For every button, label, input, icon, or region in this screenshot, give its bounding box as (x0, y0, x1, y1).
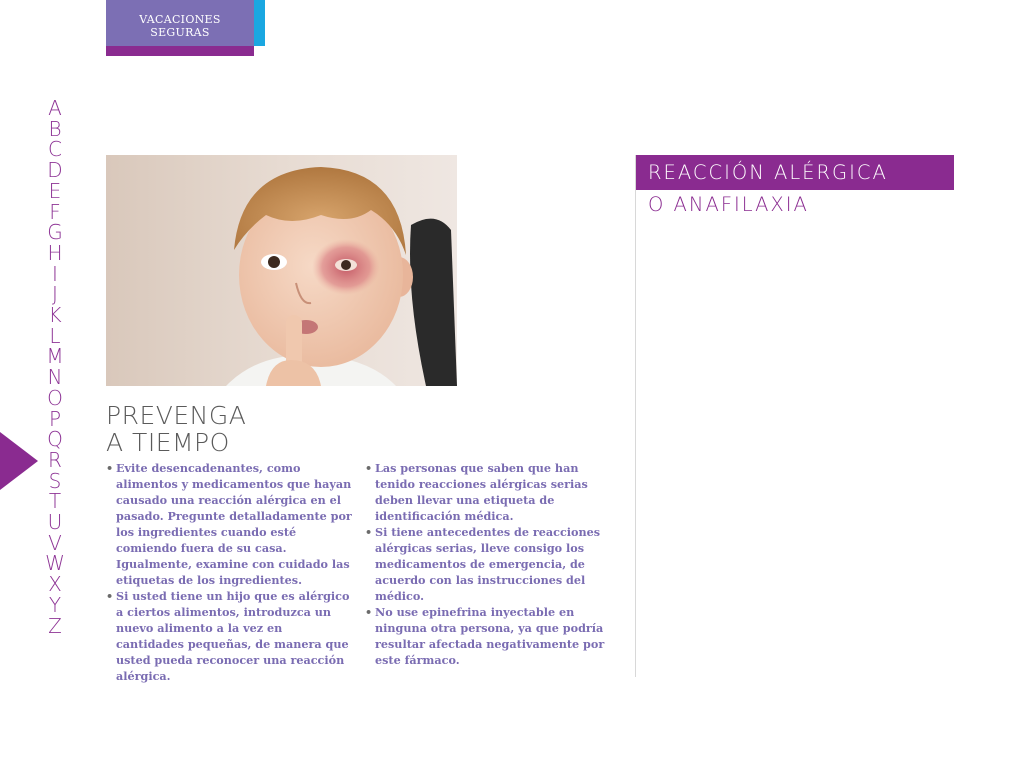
index-letter[interactable]: S (48, 468, 62, 493)
index-letter[interactable]: J (52, 282, 58, 307)
index-letter[interactable]: H (47, 240, 63, 265)
article-photo (106, 155, 457, 386)
header-tab-label: VACACIONES SEGURAS (139, 13, 221, 39)
index-letter[interactable]: L (49, 323, 61, 348)
index-letter[interactable]: T (48, 489, 62, 514)
section-title: REACCIÓN ALÉRGICA (648, 161, 888, 184)
bullet-text: No use epinefrina inyectable en ninguna otra persona, ya que podría resultar afectada negativamente por este fármaco. (375, 605, 605, 667)
index-letter[interactable]: N (47, 365, 63, 390)
bullet-icon: • (365, 525, 373, 539)
bullet-text: Si tiene antecedentes de reacciones alérgicas serias, lleve consigo los medicamentos de emergencia, de acuerdo con las instrucciones del médico. (375, 525, 601, 603)
list-item (106, 460, 352, 588)
list-item (365, 604, 611, 668)
list-item (106, 588, 352, 684)
list-item (365, 524, 611, 604)
left-column (106, 460, 352, 684)
bullet-text: Evite desencadenantes, como alimentos y medicamentos que hayan causado una reacción alérgica en el pasado. Pregunte detalladamente por los ingredientes cuando esté comiendo fuera de su casa. Igualmente, examine con cuidado las etiquetas de los ingredientes. (116, 461, 352, 587)
index-letter[interactable]: Q (47, 427, 63, 452)
index-pointer-icon (0, 432, 38, 490)
index-letter[interactable]: V (48, 530, 62, 555)
index-letter[interactable]: P (48, 406, 62, 431)
bullet-icon: • (106, 589, 114, 603)
index-letter[interactable]: X (48, 572, 62, 597)
index-letter[interactable]: G (47, 220, 63, 245)
index-letter[interactable]: Y (48, 592, 62, 617)
bullet-icon: • (365, 605, 373, 619)
index-letter[interactable]: M (46, 344, 64, 369)
index-letter[interactable]: A (48, 96, 62, 120)
index-letter[interactable]: Z (48, 613, 62, 638)
index-letter[interactable]: B (48, 116, 62, 141)
index-letter[interactable]: U (47, 510, 63, 535)
index-letter[interactable]: W (45, 551, 65, 576)
list-item (365, 460, 611, 524)
index-letter[interactable]: K (48, 303, 62, 328)
bullet-icon: • (106, 461, 114, 475)
index-letter[interactable]: C (48, 137, 62, 162)
bullet-text: Las personas que saben que han tenido reacciones alérgicas serias deben llevar una etiqueta de identificación médica. (375, 461, 588, 523)
article-heading-line1: PREVENGA (106, 401, 247, 430)
alphabet-index (42, 98, 68, 636)
article-heading-line2: A TIEMPO (106, 428, 230, 457)
right-column (365, 460, 611, 668)
index-letter[interactable]: F (49, 199, 61, 224)
index-letter[interactable]: R (48, 447, 62, 472)
index-letter[interactable]: I (52, 261, 58, 286)
header-tab-underline (106, 46, 254, 56)
index-letter[interactable]: E (48, 178, 62, 203)
index-letter[interactable]: O (47, 385, 63, 410)
bullet-icon: • (365, 461, 373, 475)
section-subtitle: O ANAFILAXIA (648, 193, 809, 216)
index-letter[interactable]: D (47, 158, 63, 183)
header-tab-accent (254, 0, 265, 46)
bullet-text: Si usted tiene un hijo que es alérgico a ciertos alimentos, introduzca un nuevo alimento a la vez en cantidades pequeñas, de manera que usted pueda reconocer una reacción alérgica. (116, 589, 350, 683)
column-divider (635, 155, 636, 677)
article-heading (106, 402, 246, 456)
